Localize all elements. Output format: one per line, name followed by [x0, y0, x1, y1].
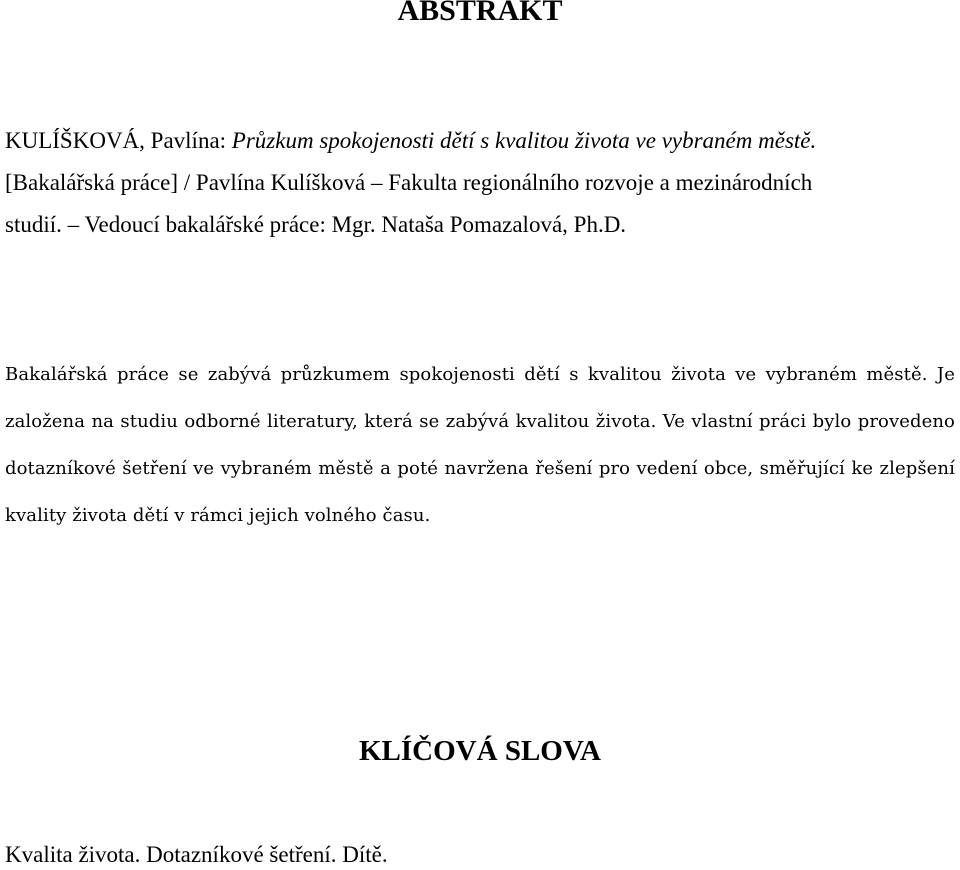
abstract-heading: ABSTRAKT	[397, 0, 563, 27]
keywords-text: Kvalita života. Dotazníkové šetření. Dítě.	[5, 842, 388, 867]
keywords-heading: KLÍČOVÁ SLOVA	[359, 735, 601, 767]
citation-line-2: [Bakalářská práce] / Pavlína Kulíšková – Fakulta regionálního rozvoje a mezinárodních	[5, 170, 813, 195]
citation-line-1	[5, 120, 955, 162]
citation-line-3: studií. – Vedoucí bakalářské práce: Mgr. Nataša Pomazalová, Ph.D.	[5, 212, 627, 237]
bibliographic-citation	[5, 120, 955, 246]
citation-title: Průzkum spokojenosti dětí s kvalitou života ve vybraném městě.	[231, 128, 817, 153]
citation-author: KULÍŠKOVÁ, Pavlína:	[5, 128, 232, 153]
abstract-body: Bakalářská práce se zabývá průzkumem spokojenosti dětí s kvalitou života ve vybraném městě. Je založena na studiu odborné literatury, která se zabývá kvalitou života. Ve vlastní práci bylo provedeno dotazníkové šetření ve vybraném městě a poté navržena řešení pro vedení obce, směřující ke zlepšení kvality života dětí v rámci jejich volného času.	[5, 364, 955, 526]
